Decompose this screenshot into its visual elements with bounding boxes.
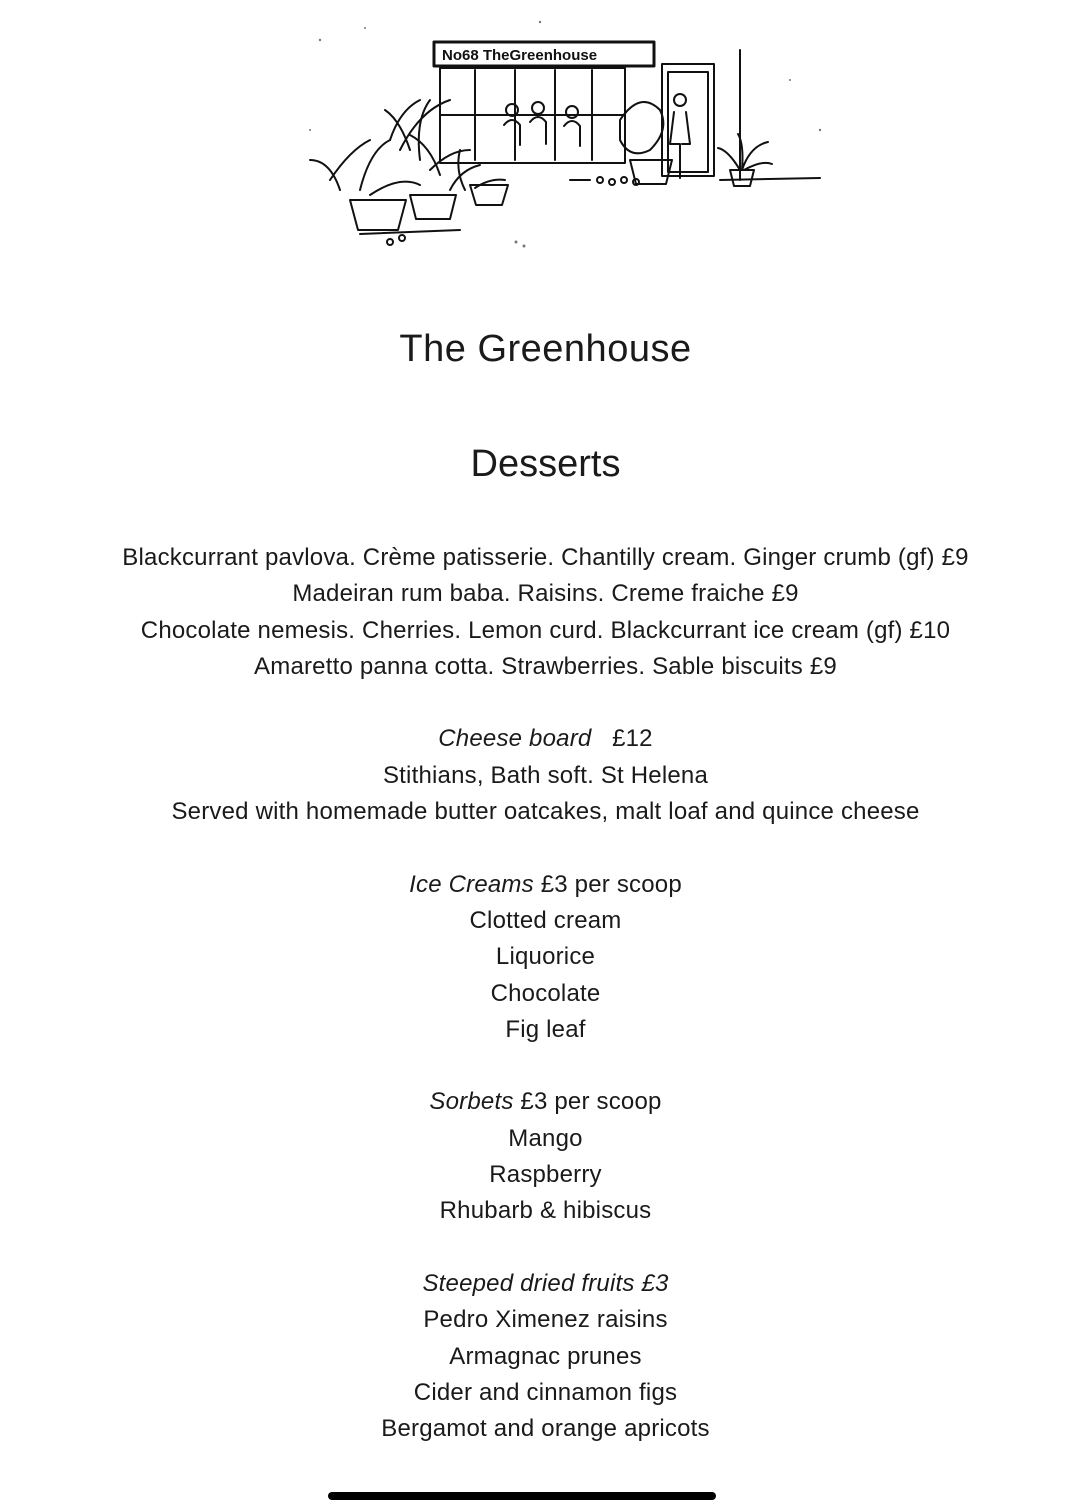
dessert-item: Amaretto panna cotta. Strawberries. Sable biscuits £9 (254, 652, 837, 680)
dried-fruit-item: Cider and cinnamon figs (413, 1378, 678, 1406)
cheese-board-heading (0, 721, 1091, 757)
sorbet-item: Rhubarb & hibiscus (439, 1197, 652, 1225)
ice-creams-heading (0, 867, 1091, 903)
cheese-board-price: £12 (612, 725, 653, 753)
sorbet-item: Raspberry (489, 1161, 602, 1189)
ice-creams-title: Ice Creams (409, 870, 534, 898)
ice-cream-item: Chocolate (490, 979, 601, 1007)
ice-cream-item: Fig leaf (505, 1015, 586, 1043)
home-indicator-bar[interactable] (328, 1492, 716, 1500)
restaurant-title: The Greenhouse (399, 328, 692, 370)
shop-sign-text: No68 TheGreenhouse (442, 47, 598, 64)
dried-fruit-item: Pedro Ximenez raisins (423, 1306, 668, 1334)
sorbets-title: Sorbets (429, 1088, 514, 1116)
sorbet-item: Mango (508, 1124, 583, 1152)
dried-fruit-item: Armagnac prunes (449, 1342, 642, 1370)
storefront-illustration (300, 20, 840, 260)
cheese-board-title: Cheese board (438, 725, 592, 753)
dessert-item: Madeiran rum baba. Raisins. Creme fraiche £9 (292, 580, 799, 608)
ice-cream-item: Liquorice (495, 943, 596, 971)
sorbets-price: £3 per scoop (520, 1088, 662, 1116)
dried-fruit-item: Bergamot and orange apricots (381, 1415, 710, 1443)
dessert-item: Chocolate nemesis. Cherries. Lemon curd. Blackcurrant ice cream (gf) £10 (140, 616, 951, 644)
ice-creams-price: £3 per scoop (540, 870, 682, 898)
cheese-served-with: Served with homemade butter oatcakes, malt loaf and quince cheese (171, 798, 920, 826)
dessert-menu (0, 540, 1091, 1447)
menu-section-title: Desserts (470, 443, 621, 485)
ice-cream-item: Clotted cream (469, 906, 622, 934)
sorbets-heading (0, 1084, 1091, 1120)
dessert-item: Blackcurrant pavlova. Crème patisserie. Chantilly cream. Ginger crumb (gf) £9 (122, 544, 969, 571)
dried-fruits-heading: Steeped dried fruits £3 (422, 1269, 669, 1297)
cheese-list: Stithians, Bath soft. St Helena (382, 761, 709, 789)
